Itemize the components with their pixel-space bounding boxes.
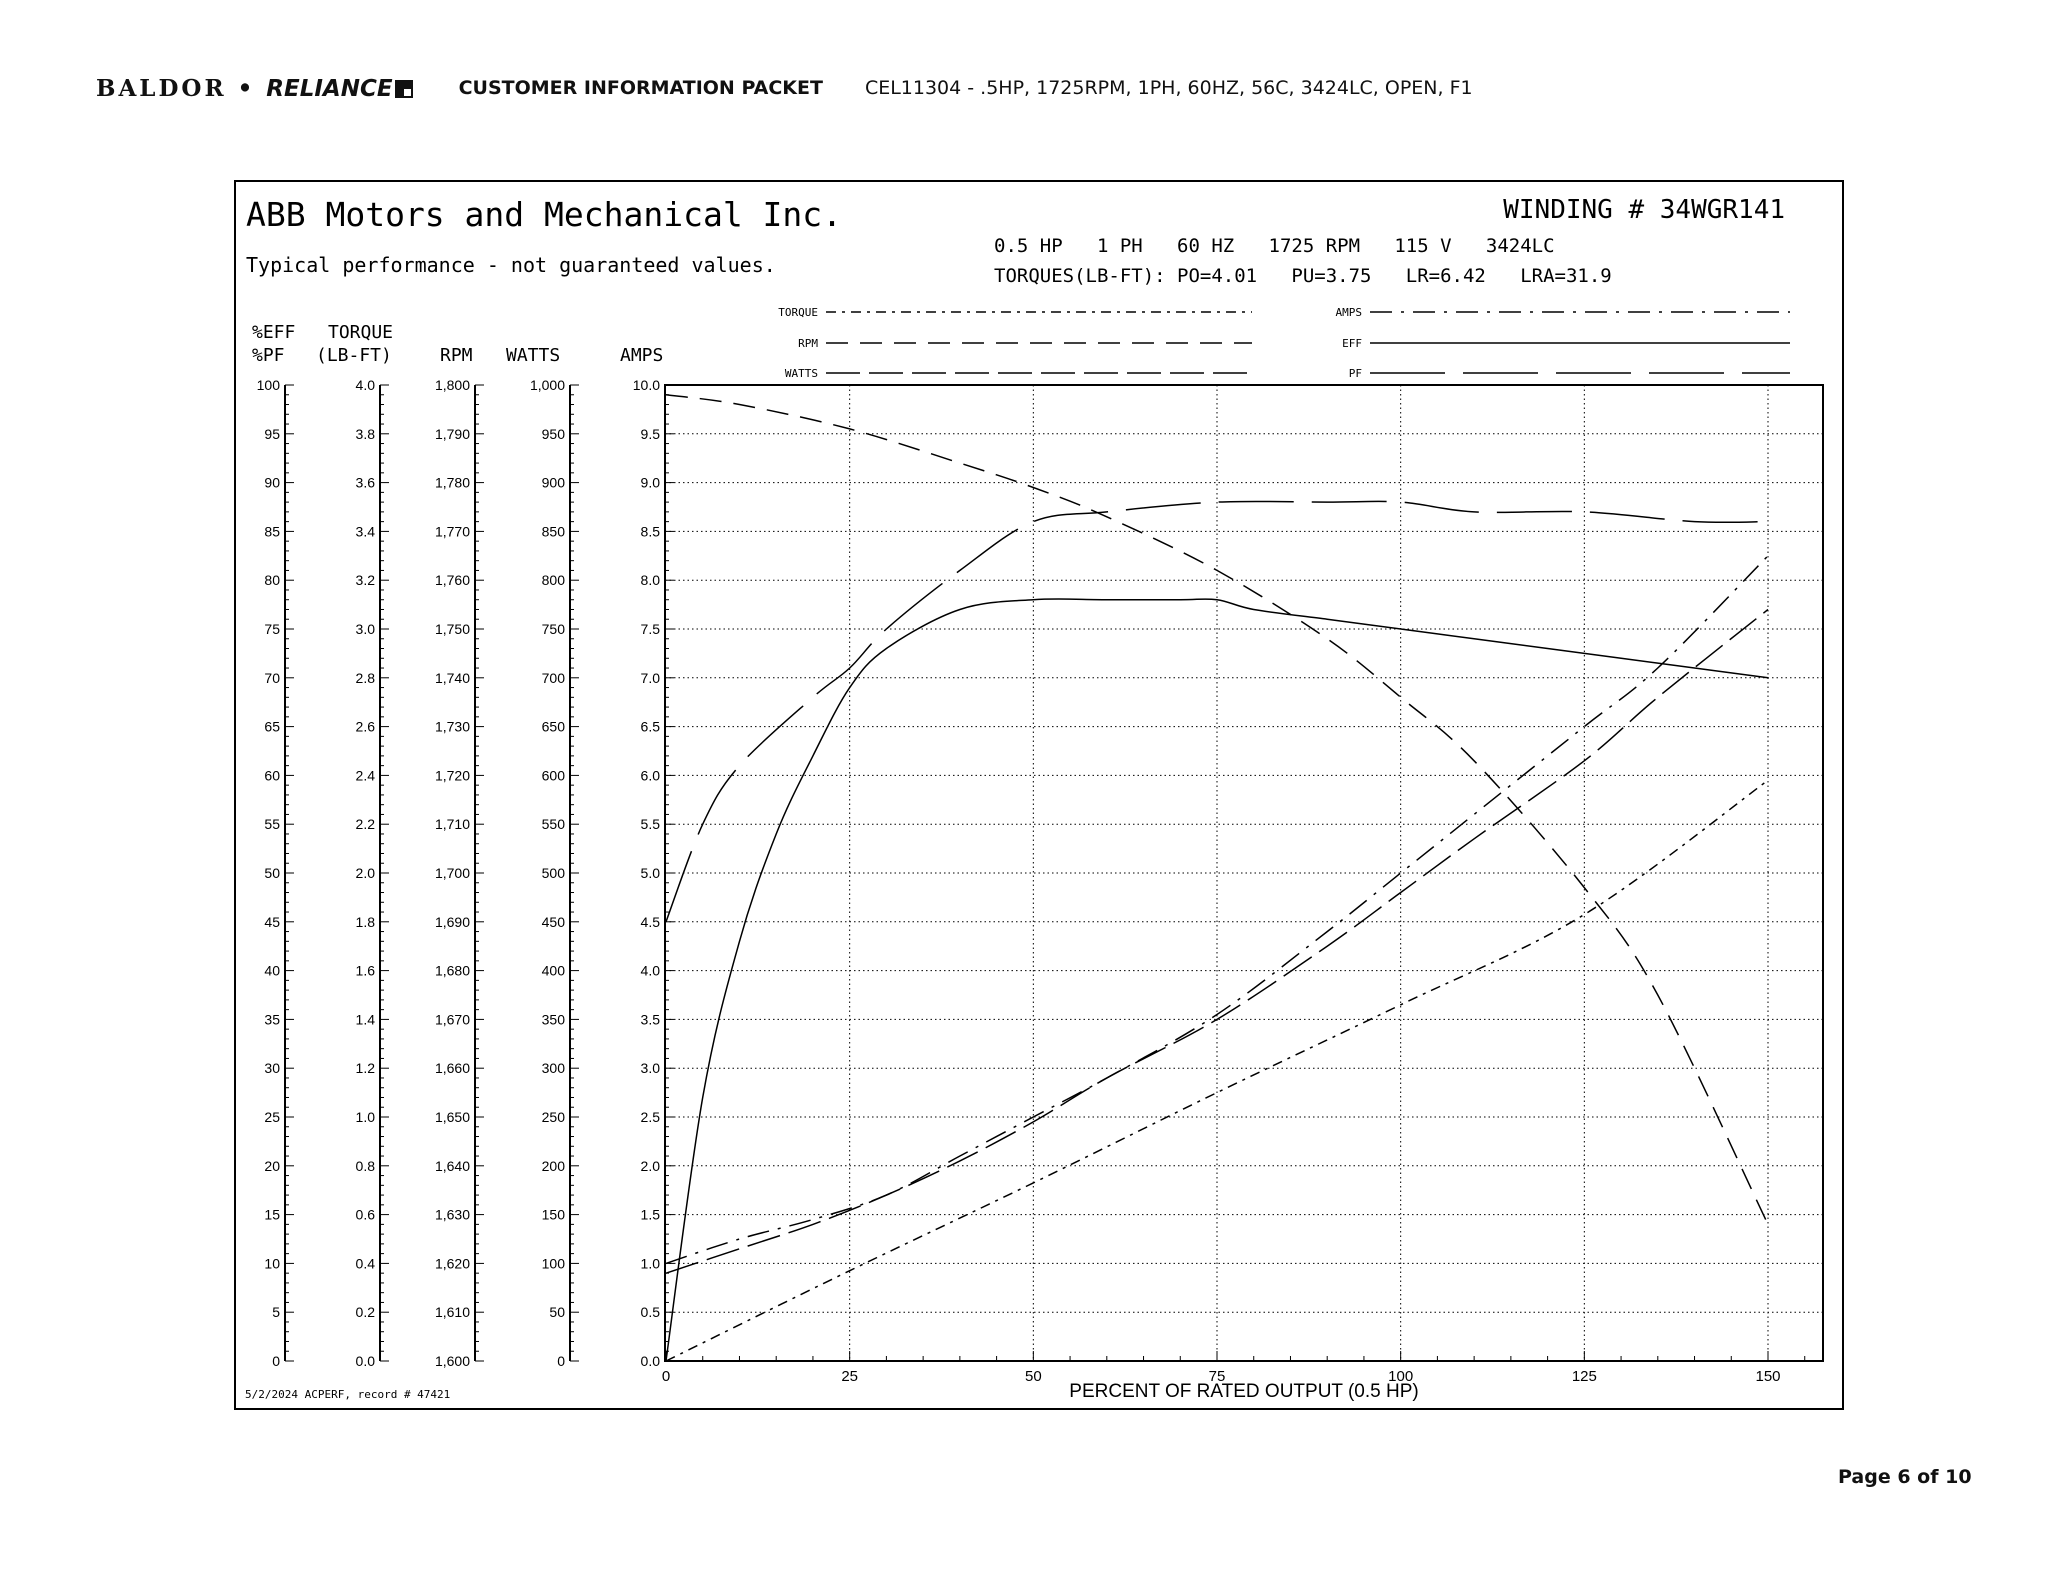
y-tick-label: 3.8	[355, 425, 375, 442]
winding-number: WINDING # 34WGR141	[1503, 195, 1785, 225]
y-tick-label: 850	[541, 523, 565, 540]
x-axis	[662, 1351, 1805, 1385]
y-tick-label: 65	[264, 718, 280, 735]
y-tick-label: 4.0	[355, 377, 375, 393]
y-tick-label: 0.2	[355, 1304, 375, 1321]
y-tick-label: 2.2	[355, 816, 375, 833]
y-scale-watts	[530, 377, 579, 1369]
y-tick-label: 1,780	[434, 474, 470, 491]
legend-label-torque: TORQUE	[778, 306, 818, 319]
y-tick-label: 1,720	[434, 767, 470, 784]
y-tick-label: 1,680	[434, 962, 470, 979]
y-tick-label: 45	[264, 913, 280, 930]
legend-label-watts: WATTS	[784, 367, 818, 380]
legend-label-rpm: RPM	[798, 337, 818, 350]
x-tick-label: 0	[661, 1368, 671, 1385]
x-tick-label: 25	[841, 1368, 859, 1385]
axis-title-torque-unit: (LB-FT)	[316, 345, 392, 366]
axis-title-amps: AMPS	[620, 345, 664, 366]
y-tick-label: 1,000	[529, 377, 565, 393]
y-tick-label: 0	[272, 1353, 280, 1369]
y-tick-label: 1,700	[434, 865, 470, 881]
y-tick-label: 6.5	[640, 718, 660, 735]
y-tick-label: 950	[541, 425, 565, 442]
x-tick-label: 100	[1388, 1368, 1414, 1385]
y-tick-label: 0.8	[355, 1157, 375, 1174]
y-tick-label: 75	[264, 621, 280, 637]
y-tick-label: 1,750	[434, 621, 470, 637]
y-tick-label: 7.5	[640, 621, 660, 637]
y-tick-label: 150	[541, 1206, 565, 1223]
y-tick-label: 30	[264, 1060, 280, 1077]
y-tick-label: 2.8	[355, 669, 375, 686]
y-tick-label: 4.5	[640, 913, 660, 930]
y-tick-label: 5.0	[640, 865, 660, 881]
y-tick-label: 700	[541, 669, 565, 686]
y-tick-label: 1,640	[434, 1157, 470, 1174]
y-tick-label: 15	[264, 1206, 280, 1223]
series-line-amps	[666, 556, 1768, 1264]
y-tick-label: 500	[541, 865, 565, 881]
y-scale-eff_pf	[257, 377, 294, 1369]
x-axis-title: PERCENT OF RATED OUTPUT (0.5 HP)	[1069, 1381, 1419, 1402]
y-tick-label: 1,770	[434, 523, 470, 540]
x-tick-label: 150	[1755, 1368, 1781, 1385]
y-tick-label: 1,800	[434, 377, 470, 393]
y-tick-label: 55	[264, 816, 280, 833]
sheet-subtitle: Typical performance - not guaranteed values.	[246, 253, 776, 277]
torque-values: TORQUES(LB-FT): PO=4.01 PU=3.75 LR=6.42 LRA=31.9	[994, 265, 1612, 287]
y-tick-label: 3.2	[355, 572, 375, 589]
axis-title-pf: %PF	[252, 345, 285, 366]
y-tick-label: 450	[541, 913, 565, 930]
y-tick-label: 2.5	[640, 1109, 660, 1125]
y-tick-label: 1,710	[434, 816, 470, 833]
packet-title: CUSTOMER INFORMATION PACKET	[458, 77, 823, 99]
y-tick-label: 1,660	[434, 1060, 470, 1077]
y-tick-label: 9.5	[640, 425, 660, 442]
y-scales	[257, 377, 674, 1369]
y-tick-label: 0.6	[355, 1206, 375, 1223]
y-tick-label: 3.0	[640, 1060, 660, 1077]
y-tick-label: 400	[541, 962, 565, 979]
y-tick-label: 1,600	[434, 1353, 470, 1369]
y-tick-label: 1.0	[355, 1109, 375, 1125]
y-tick-label: 100	[256, 377, 280, 393]
y-tick-label: 3.4	[355, 523, 375, 540]
y-tick-label: 0.0	[355, 1353, 375, 1369]
y-tick-label: 1,740	[434, 669, 470, 686]
y-tick-label: 1.8	[355, 913, 375, 930]
y-tick-label: 10.0	[632, 377, 660, 393]
x-tick-label: 50	[1024, 1368, 1042, 1385]
y-tick-label: 20	[264, 1157, 280, 1174]
y-tick-label: 300	[541, 1060, 565, 1077]
y-tick-label: 60	[264, 767, 280, 784]
legend-label-eff: EFF	[1342, 337, 1362, 350]
y-tick-label: 9.0	[640, 474, 660, 491]
y-scale-rpm	[435, 377, 484, 1369]
y-tick-label: 40	[264, 962, 280, 979]
brand-logo: BALDOR • RELIANCE	[96, 75, 413, 102]
y-tick-label: 50	[264, 865, 280, 881]
axis-title-rpm: RPM	[440, 345, 473, 366]
y-tick-label: 2.6	[355, 718, 375, 735]
y-tick-label: 0.4	[355, 1255, 375, 1272]
legend	[778, 306, 1790, 380]
y-tick-label: 1,790	[434, 425, 470, 442]
y-tick-label: 4.0	[640, 962, 660, 979]
y-tick-label: 600	[541, 767, 565, 784]
y-tick-label: 0.5	[640, 1304, 660, 1321]
y-tick-label: 50	[549, 1304, 565, 1321]
y-tick-label: 1,760	[434, 572, 470, 589]
y-tick-label: 70	[264, 669, 280, 686]
y-tick-label: 80	[264, 572, 280, 589]
y-tick-label: 1.0	[640, 1255, 660, 1272]
y-tick-label: 200	[541, 1157, 565, 1174]
company-name: ABB Motors and Mechanical Inc.	[246, 195, 843, 234]
y-tick-label: 10	[264, 1255, 280, 1272]
y-tick-label: 650	[541, 718, 565, 735]
y-tick-label: 5	[272, 1304, 280, 1321]
series-line-rpm	[666, 395, 1768, 1225]
y-scale-amps	[633, 377, 674, 1369]
record-stamp: 5/2/2024 ACPERF, record # 47421	[245, 1388, 451, 1401]
y-tick-label: 1,610	[434, 1304, 470, 1321]
motor-specs: 0.5 HP 1 PH 60 HZ 1725 RPM 115 V 3424LC	[994, 235, 1555, 257]
axis-title-torque: TORQUE	[328, 322, 394, 343]
x-tick-label: 125	[1571, 1368, 1597, 1385]
legend-label-amps: AMPS	[1335, 306, 1362, 319]
y-tick-label: 900	[541, 474, 565, 491]
y-tick-label: 350	[541, 1011, 565, 1028]
y-tick-label: 750	[541, 621, 565, 637]
y-tick-label: 800	[541, 572, 565, 589]
axis-title-watts: WATTS	[506, 345, 561, 366]
page-number: Page 6 of 10	[1838, 1466, 1972, 1488]
axis-title-eff: %EFF	[252, 322, 296, 343]
y-tick-label: 6.0	[640, 767, 660, 784]
y-tick-label: 550	[541, 816, 565, 833]
y-tick-label: 1.6	[355, 962, 375, 979]
y-tick-label: 85	[264, 523, 280, 540]
y-scale-torque	[356, 377, 389, 1369]
curves	[666, 395, 1768, 1361]
y-tick-label: 250	[541, 1109, 565, 1125]
y-tick-label: 8.5	[640, 523, 660, 540]
y-tick-label: 95	[264, 425, 280, 442]
y-tick-label: 1,730	[434, 718, 470, 735]
y-tick-label: 8.0	[640, 572, 660, 589]
y-tick-label: 3.6	[355, 474, 375, 491]
y-tick-label: 1,630	[434, 1206, 470, 1223]
y-tick-label: 1,690	[434, 913, 470, 930]
y-tick-label: 1.4	[355, 1011, 375, 1028]
y-tick-label: 7.0	[640, 669, 660, 686]
axis-titles	[252, 322, 1419, 1402]
y-tick-label: 2.4	[355, 767, 375, 784]
product-description: CEL11304 - .5HP, 1725RPM, 1PH, 60HZ, 56C, 3424LC, OPEN, F1	[864, 77, 1473, 99]
y-tick-label: 0	[557, 1353, 565, 1369]
y-tick-label: 1,620	[434, 1255, 470, 1272]
y-tick-label: 100	[541, 1255, 565, 1272]
y-tick-label: 90	[264, 474, 280, 491]
legend-label-pf: PF	[1348, 367, 1362, 380]
y-tick-label: 3.5	[640, 1011, 660, 1028]
y-tick-label: 1.2	[355, 1060, 375, 1077]
y-tick-label: 1.5	[640, 1206, 660, 1223]
y-tick-label: 2.0	[355, 865, 375, 881]
y-tick-label: 1,650	[434, 1109, 470, 1125]
x-tick-label: 75	[1208, 1368, 1226, 1385]
y-tick-label: 1,670	[434, 1011, 470, 1028]
y-tick-label: 25	[264, 1109, 280, 1125]
y-tick-label: 3.0	[355, 621, 375, 637]
y-tick-label: 35	[264, 1011, 280, 1028]
y-tick-label: 5.5	[640, 816, 660, 833]
y-tick-label: 2.0	[640, 1157, 660, 1174]
y-tick-label: 0.0	[640, 1353, 660, 1369]
